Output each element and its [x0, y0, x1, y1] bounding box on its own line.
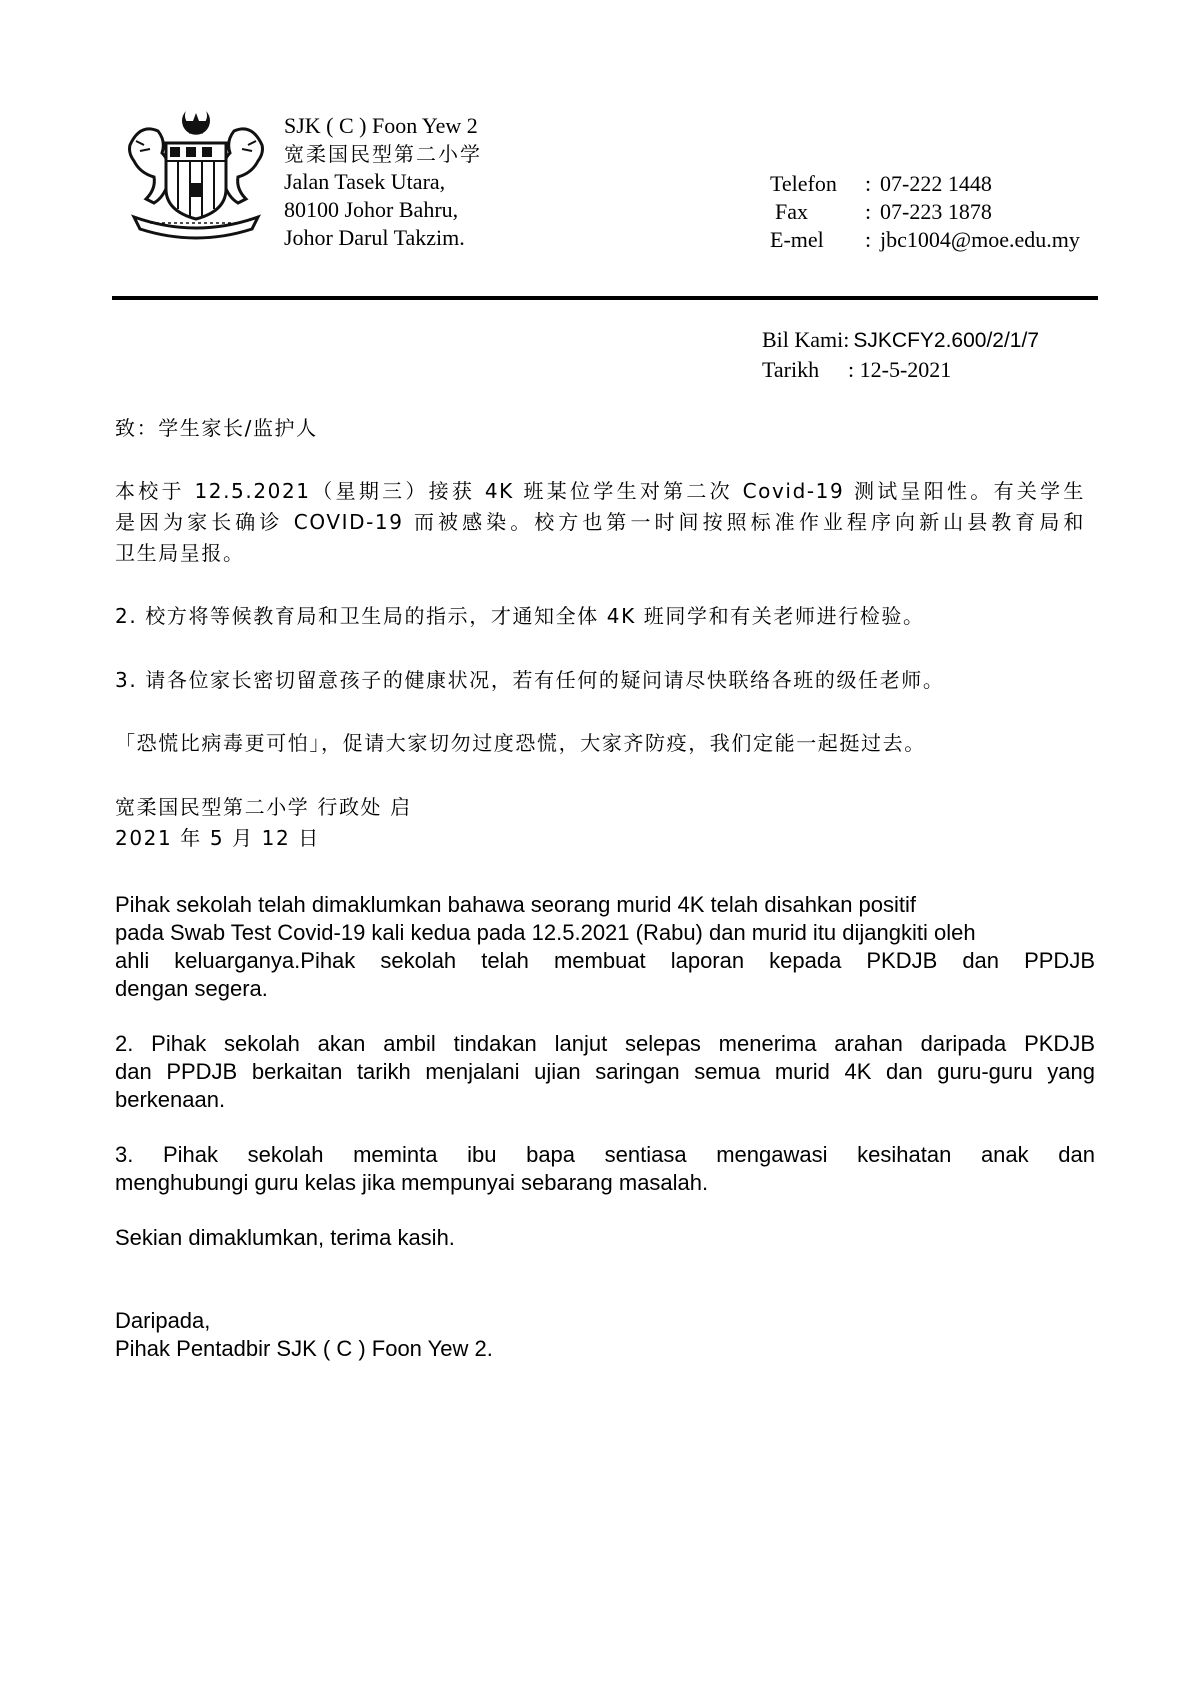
malay-paragraph-2	[115, 1030, 1095, 1114]
address-line-2: 80100 Johor Bahru,	[284, 197, 459, 222]
reference-tarikh-row	[762, 356, 1102, 384]
contact-value: 07-223 1878	[880, 199, 992, 224]
malay-paragraph-2-line: dan PPDJB berkaitan tarikh menjalani ujian saringan semua murid 4K dan guru-guru yang	[115, 1059, 1095, 1084]
reference-bil-row	[762, 326, 1039, 354]
reference-bil-label: Bil Kami:	[762, 327, 850, 352]
malay-paragraph-2-line: berkenaan.	[115, 1087, 226, 1112]
school-address-block	[284, 112, 482, 252]
chinese-paragraph-1-line: 是因为家长确诊 COVID-19 而被感染。校方也第一时间按照标准作业程序向新山县教育局和	[115, 510, 1085, 534]
contact-telefon	[770, 170, 1110, 198]
malay-paragraph-1-line: pada Swab Test Covid-19 kali kedua pada 12.5.2021 (Rabu) dan murid itu dijangkiti oleh	[115, 920, 976, 945]
chinese-paragraph-4: 「恐慌比病毒更可怕」，促请大家切勿过度恐慌，大家齐防疫，我们定能一起挺过去。	[115, 731, 926, 755]
malay-from-value: Pihak Pentadbir SJK ( C ) Foon Yew 2.	[115, 1336, 493, 1361]
address-line-1: Jalan Tasek Utara,	[284, 169, 446, 194]
reference-block	[762, 326, 1102, 386]
contact-colon: :	[865, 171, 872, 196]
malay-paragraph-1	[115, 891, 1095, 1003]
chinese-paragraph-1	[115, 476, 1085, 569]
contact-value: jbc1004@moe.edu.my	[880, 227, 1080, 252]
malay-paragraph-1-line: dengan segera.	[115, 976, 268, 1001]
address-line-3: Johor Darul Takzim.	[284, 225, 465, 250]
malay-paragraph-1-line: ahli keluarganya.Pihak sekolah telah membuat laporan kepada PKDJB dan PPDJB	[115, 948, 1095, 973]
contact-label: Fax	[775, 199, 808, 224]
chinese-paragraph-1-line: 本校于 12.5.2021（星期三）接获 4K 班某位学生对第二次 Covid-19 测试呈阳性。有关学生	[115, 479, 1085, 503]
malay-paragraph-3-line: 3. Pihak sekolah meminta ibu bapa sentiasa mengawasi kesihatan anak dan	[115, 1142, 1095, 1167]
reference-tarikh-value: : 12-5-2021	[848, 357, 952, 382]
letterhead-divider	[112, 296, 1098, 300]
malay-paragraph-3-line: menghubungi guru kelas jika mempunyai sebarang masalah.	[115, 1170, 709, 1195]
reference-tarikh-label: Tarikh	[762, 357, 820, 382]
chinese-paragraph-3: 3. 请各位家长密切留意孩子的健康状况，若有任何的疑问请尽快联络各班的级任老师。	[115, 668, 945, 692]
school-name-chinese: 宽柔国民型第二小学	[284, 142, 482, 166]
malay-paragraph-3	[115, 1141, 1095, 1197]
contact-label: E-mel	[770, 227, 824, 252]
chinese-paragraph-1-line: 卫生局呈报。	[115, 541, 245, 565]
malay-paragraph-1-line: Pihak sekolah telah dimaklumkan bahawa seorang murid 4K telah disahkan positif	[115, 892, 917, 917]
contact-fax	[770, 198, 1110, 226]
contact-colon: :	[865, 227, 872, 252]
chinese-signature-date: 2021 年 5 月 12 日	[115, 826, 320, 850]
malay-paragraph-2-line: 2. Pihak sekolah akan ambil tindakan lanjut selepas menerima arahan daripada PKDJB	[115, 1031, 1095, 1056]
malay-from-label: Daripada,	[115, 1308, 211, 1333]
malay-signature	[115, 1307, 1095, 1363]
contact-value: 07-222 1448	[880, 171, 992, 196]
contact-label: Telefon	[770, 171, 837, 196]
malaysia-coat-of-arms-icon	[120, 105, 272, 240]
chinese-salutation: 致：学生家长/监护人	[115, 416, 318, 440]
contact-email	[770, 226, 1110, 254]
contact-colon: :	[865, 199, 872, 224]
chinese-signature-line: 宽柔国民型第二小学 行政处 启	[115, 795, 412, 819]
chinese-signature	[115, 792, 1085, 854]
reference-bil-value: SJKCFY2.600/2/1/7	[853, 329, 1039, 352]
malay-closing: Sekian dimaklumkan, terima kasih.	[115, 1225, 455, 1250]
school-name: SJK ( C ) Foon Yew 2	[284, 113, 478, 138]
contact-block	[770, 170, 1110, 260]
chinese-paragraph-2: 2. 校方将等候教育局和卫生局的指示，才通知全体 4K 班同学和有关老师进行检验。	[115, 604, 925, 628]
